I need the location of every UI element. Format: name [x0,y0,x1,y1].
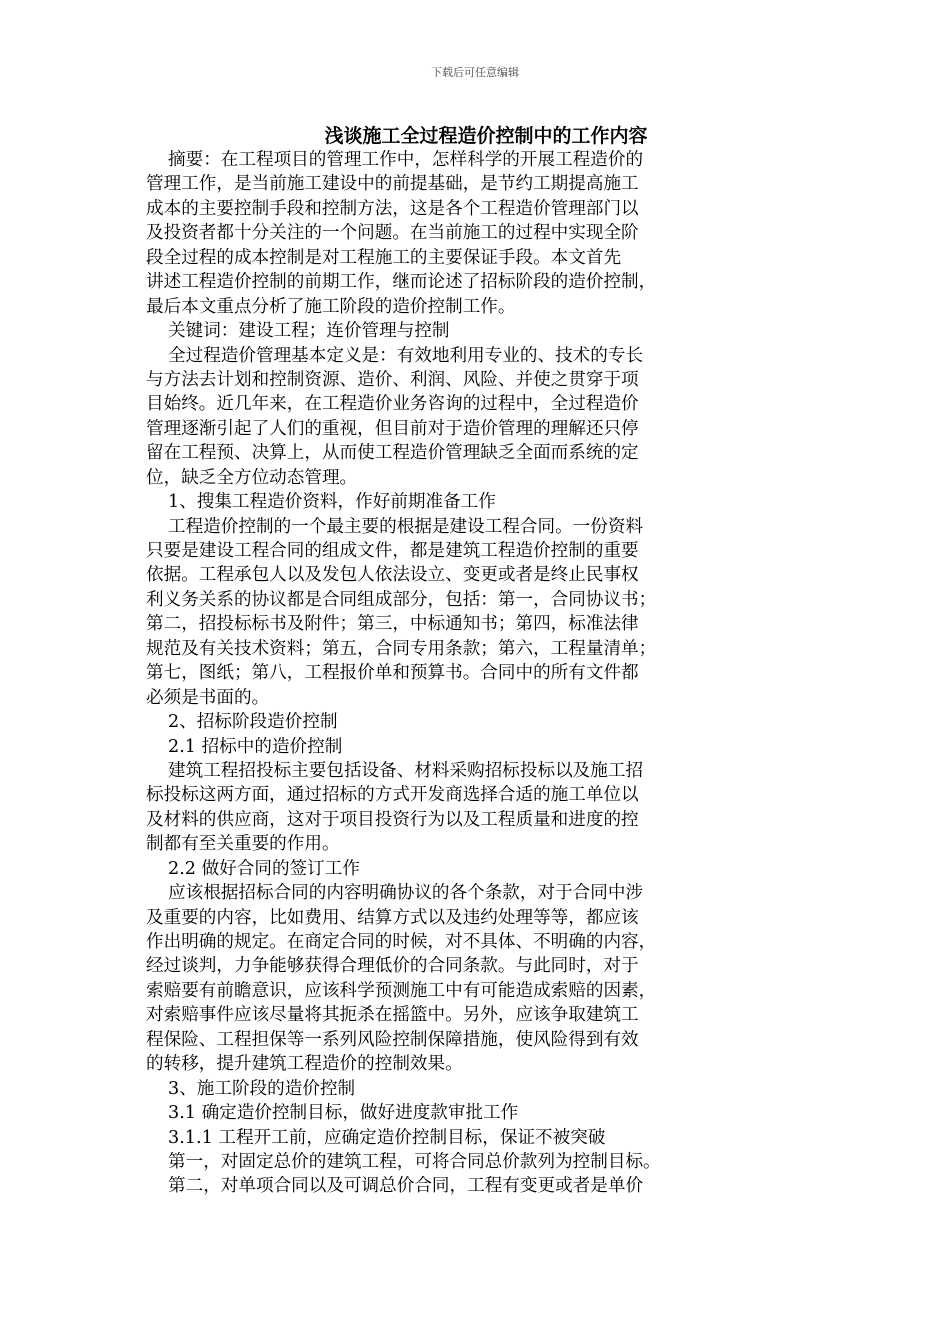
body-line: 及投资者都十分关注的一个问题。在当前施工的过程中实现全阶 [146,223,639,244]
body-line: 经过谈判，力争能够获得合理低价的合同条款。与此同时，对于 [146,956,639,977]
body-line: 应该根据招标合同的内容明确协议的各个条款，对于合同中涉 [168,883,644,904]
body-line: 管理逐渐引起了人们的重视，但目前对于造价管理的理解还只停 [146,418,639,439]
body-line: 最后本文重点分析了施工阶段的造价控制工作。 [146,296,516,317]
body-line: 及材料的供应商，这对于项目投资行为以及工程质量和进度的控 [146,809,639,830]
body-line: 制都有至关重要的作用。 [146,834,340,855]
body-line: 及重要的内容，比如费用、结算方式以及违约处理等等，都应该 [146,907,639,928]
body-line: 成本的主要控制手段和控制方法，这是各个工程造价管理部门以 [146,198,639,219]
body-line: 依据。工程承包人以及发包人依法设立、变更或者是终止民事权 [146,565,639,586]
body-line: 建筑工程招投标主要包括设备、材料采购招标投标以及施工招 [168,760,644,781]
body-line: 作出明确的规定。在商定合同的时候，对不具体、不明确的内容， [146,932,657,952]
body-line: 摘要：在工程项目的管理工作中，怎样科学的开展工程造价的 [168,150,644,170]
body-line: 段全过程的成本控制是对工程施工的主要保证手段。本文首先 [146,247,622,268]
body-line: 留在工程预、决算上，从而使工程造价管理缺乏全面而系统的定 [146,443,639,464]
body-line: 2、招标阶段造价控制 [168,712,338,733]
body-line: 2.1 招标中的造价控制 [168,736,343,757]
body-line: 程保险、工程担保等一系列风险控制保障措施，使风险得到有效 [146,1029,639,1050]
body-line: 3.1.1 工程开工前，应确定造价控制目标，保证不被突破 [168,1127,606,1148]
body-line: 关键词：建设工程；连价管理与控制 [168,321,450,342]
document-title: 浅谈施工全过程造价控制中的工作内容 [324,125,648,147]
body-line: 3.1 确定造价控制目标，做好进度款审批工作 [168,1103,519,1124]
body-line: 索赔要有前瞻意识，应该科学预测施工中有可能造成索赔的因素， [146,980,657,1001]
body-line: 1、搜集工程造价资料，作好前期准备工作 [168,492,496,513]
body-line: 目始终。近几年来，在工程造价业务咨询的过程中，全过程造价 [146,394,639,415]
body-line: 必须是书面的。 [146,687,270,708]
body-line: 3、施工阶段的造价控制 [168,1078,356,1099]
body-line: 第二，对单项合同以及可调总价合同，工程有变更或者是单价 [168,1176,644,1197]
body-line: 规范及有关技术资料；第五，合同专用条款；第六，工程量清单； [146,638,657,659]
body-line: 只要是建设工程合同的组成文件，都是建筑工程造价控制的重要 [146,541,639,561]
body-line: 与方法去计划和控制资源、造价、利润、风险、并使之贯穿于项 [146,369,639,390]
page-header-note: 下载后可任意编辑 [431,66,519,79]
body-line: 讲述工程造价控制的前期工作，继而论述了招标阶段的造价控制， [146,272,657,293]
body-line: 第七，图纸；第八，工程报价单和预算书。合同中的所有文件都 [146,663,639,684]
body-line: 2.2 做好合同的签订工作 [168,858,360,879]
body-line: 位，缺乏全方位动态管理。 [146,467,358,488]
body-line: 管理工作，是当前施工建设中的前提基础，是节约工期提高施工 [146,174,639,195]
body-line: 利义务关系的协议都是合同组成部分，包括：第一，合同协议书； [146,589,657,610]
body-line: 对索赔事件应该尽量将其扼杀在摇篮中。另外，应该争取建筑工 [146,1005,639,1026]
document-body [146,148,786,1199]
body-line: 工程造价控制的一个最主要的根据是建设工程合同。一份资料 [168,516,644,537]
body-line: 第二，招投标标书及附件；第三，中标通知书；第四，标准法律 [146,614,639,635]
body-line: 全过程造价管理基本定义是：有效地利用专业的、技术的专长 [168,345,644,366]
body-line: 标投标这两方面，通过招标的方式开发商选择合适的施工单位以 [146,785,639,806]
body-line: 第一，对固定总价的建筑工程，可将合同总价款列为控制目标。 [168,1151,661,1172]
body-line: 的转移，提升建筑工程造价的控制效果。 [146,1054,463,1075]
